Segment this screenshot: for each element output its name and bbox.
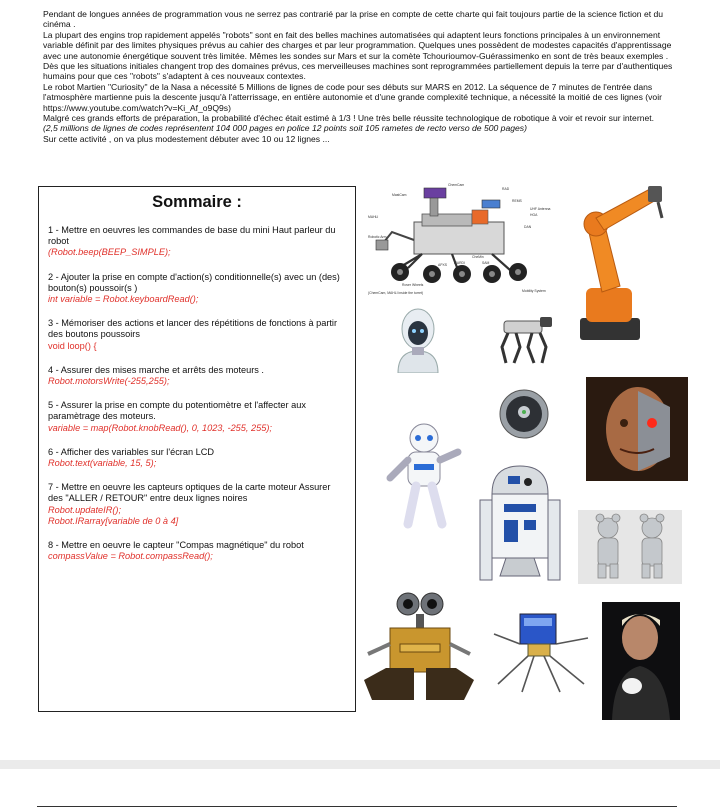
summary-item-4 [48, 365, 346, 387]
intro-paragraph-1: Pendant de longues années de programmation vous ne serrez pas contrarié par la prise en compte de cette charte qui fait toujours partie de la science fiction et du cinéma . [43, 9, 664, 30]
walle-robot-image [356, 588, 478, 708]
summary-item-code: int variable = Robot.keyboardRead(); [48, 294, 199, 305]
summary-item-code: void loop() { [48, 340, 97, 351]
summary-item-text: 3 - Mémoriser des actions et lancer des répétitions de fonctions à partir des boutons poussoirs [48, 318, 338, 340]
summary-box [38, 186, 356, 712]
rover-label: Robotic Arm [368, 235, 387, 239]
rover-label: HGA [530, 213, 538, 217]
rover-label: MARDI [454, 261, 465, 265]
summary-item-text: 5 - Assurer la prise en compte du potentiomètre et l'affecter aux paramètrage des moteurs. [48, 400, 306, 422]
summary-item-2 [48, 272, 346, 306]
summary-item-text: 8 - Mettre en oeuvre le capteur "Compas magnétique" du robot [48, 540, 304, 551]
intro-text [43, 9, 683, 144]
rover-label: REMS [512, 199, 522, 203]
summary-item-text: 1 - Mettre en oeuvres les commandes de base du mini Haut parleur du robot [48, 225, 336, 247]
humanoid-robot-image [384, 303, 452, 373]
summary-item-code: Robot.motorsWrite(-255,255); [48, 376, 170, 387]
curiosity-rover-diagram [362, 180, 560, 298]
summary-item-code: variable = map(Robot.knobRead(), 0, 1023, -255, 255); [48, 422, 272, 433]
intro-italic-note: (2,5 millions de lignes de codes représentent 104 000 pages en police 12 points soit 105 rametes de recto verso de 500 pages) [43, 123, 527, 134]
summary-item-text: 2 - Ajouter la prise en compte d'action(s) conditionnelle(s) avec un (des) bouton(s) poussoir(s ) [48, 271, 340, 293]
rover-caption: (ChemCam, MAHLI inside the turret) [368, 291, 424, 295]
summary-item-5 [48, 400, 346, 434]
summary-item-text: 6 - Afficher des variables sur l'écran LCD [48, 446, 215, 457]
summary-item-text: 7 - Mettre en oeuvre les capteurs optiques de la carte moteur Assurer des "ALLER / RETOUR" entre deux lignes noires [48, 482, 331, 504]
terminator-photo [586, 377, 688, 481]
summary-item-code: Robot.updateIR(); [48, 504, 122, 515]
rover-label: MAHLI [368, 215, 379, 219]
rover-label: SAM [482, 261, 490, 265]
rover-label: Mobility System [522, 289, 546, 293]
chrome-figurines-image [578, 510, 682, 584]
rover-label: DAN [524, 225, 532, 229]
page-divider [0, 760, 720, 769]
industrial-robot-arm-image [566, 178, 670, 344]
intro-paragraph-2: La plupart des engins trop rapidement appelés "robots" sont en fait des belles machines automatisées qui adaptent leurs fonctions principales à un environnement variable définit par des limites physiques prévus au cahier des charges et par leur programmation. Quelques unes possèdent de modestes capacités d'apprentissage avec une autonomie énergétique souvent très limitée. Mêmes les sondes sur Mars et sur la comète Tchourioumov-Guérassimenko en sont de très beaux exemples . Dès que les situations initiales changent trop des domaines prévus, ces merveilleuses machines sont reprogrammées partiellement depuis la terre par d'authentiques humains pour que ces "robots" s'adaptent à ces nouveaux contextes. [43, 29, 673, 82]
blade-runner-photo [602, 602, 680, 720]
summary-item-code-2: Robot.IRarray[variable de 0 à 4] [48, 515, 179, 526]
rover-label: Rover Wheels [402, 283, 424, 287]
nao-robot-image [378, 420, 470, 532]
summary-item-6 [48, 447, 346, 469]
quadruped-robot-image [492, 305, 556, 367]
rover-label: RAD [502, 187, 510, 191]
summary-item-code: Robot.text(variable, 15, 5); [48, 458, 157, 469]
vacuum-robot-image [498, 388, 550, 440]
rover-label: CheMin [472, 255, 484, 259]
lander-probe-image [490, 604, 592, 696]
intro-last-line: Sur cette activité , on va plus modestement débuter avec 10 ou 12 lignes ... [43, 133, 330, 144]
rover-label: APXS [438, 263, 448, 267]
summary-item-1 [48, 225, 346, 259]
summary-item-7 [48, 482, 346, 527]
summary-title: Sommaire : [152, 193, 242, 211]
summary-item-8 [48, 540, 346, 562]
summary-item-text: 4 - Assurer des mises marche et arrêts des moteurs . [48, 364, 264, 375]
summary-item-code: (Robot.beep(BEEP_SIMPLE); [48, 247, 171, 258]
intro-paragraph-3: Le robot Martien "Curiosity" de la Nasa a nécessité 5 Millions de lignes de code pour ses débuts sur MARS en 2012. La séquence de 7 minutes de l'entrée dans l'atmosphère martienne puis la descente jusqu'à l'atterrissage, en entière autonomie et d'une grande complexité technique, a nécessité la moitié de ces lignes (voir https://www.youtube.com/watch?v=Ki_Af_o9Q9s) [43, 81, 662, 113]
r2d2-robot-image [470, 460, 570, 592]
rover-label: UHF Antenna [530, 207, 551, 211]
summary-item-code: compassValue = Robot.compassRead(); [48, 551, 213, 562]
intro-paragraph-4: Malgré ces grands efforts de préparation, la probabilité d'échec était estimé à 1/3 ! Une très belle réussite technologique de robotique à voir et revoir sur internet. [43, 113, 655, 124]
summary-item-3 [48, 318, 346, 352]
rover-label: ChemCam [448, 183, 465, 187]
rover-label: MastCam [392, 193, 407, 197]
